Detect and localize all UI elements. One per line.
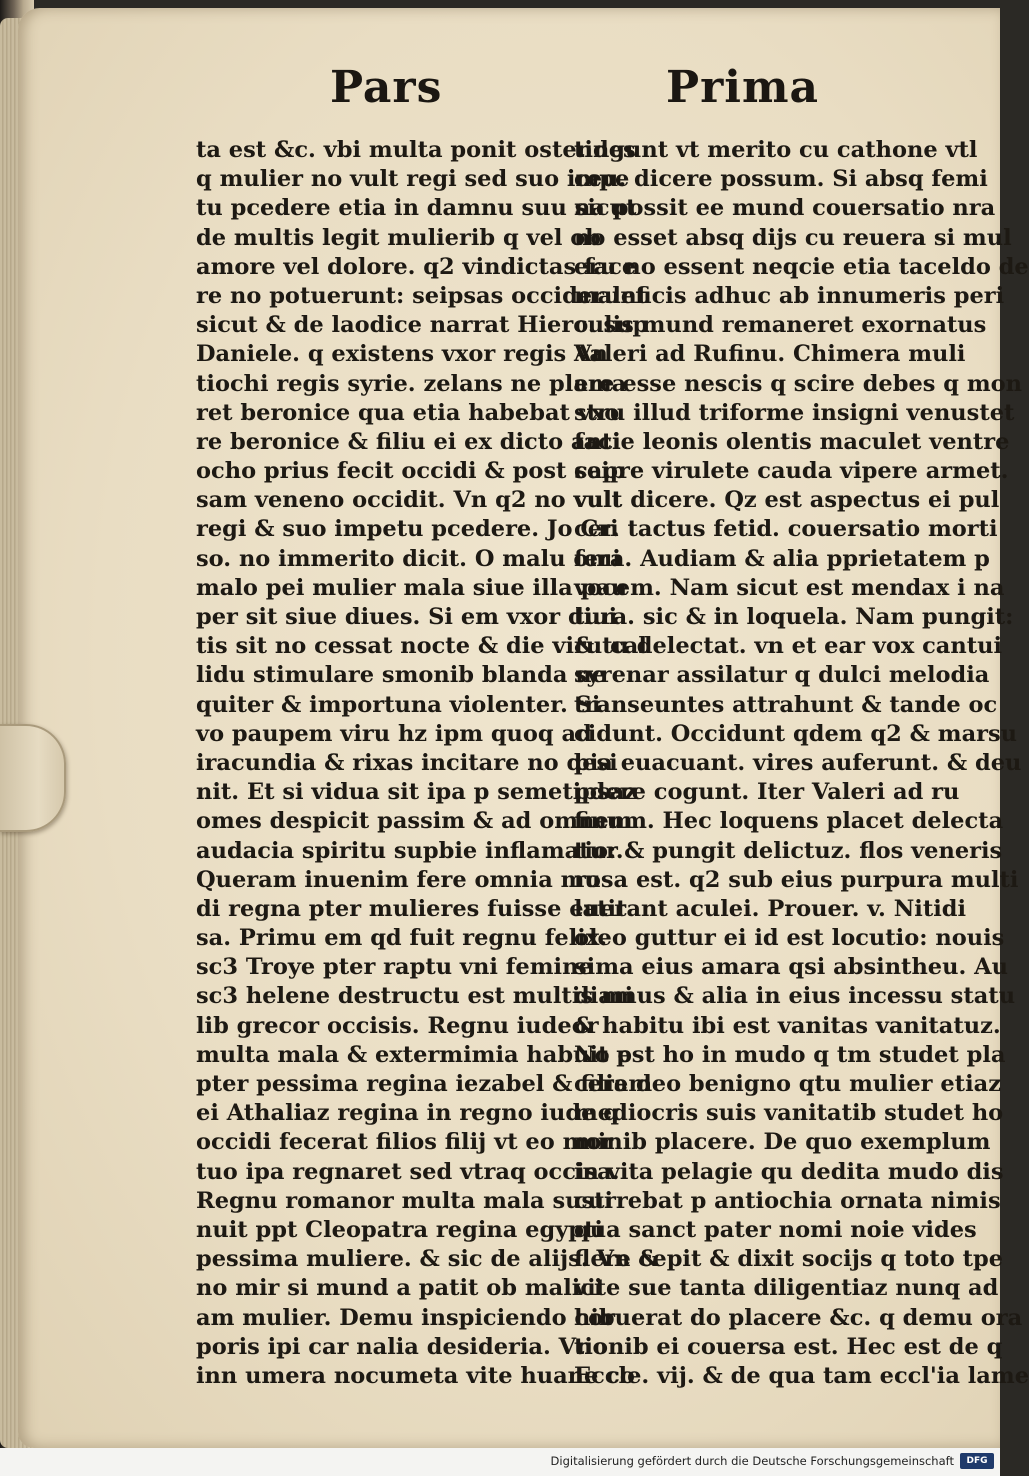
text-line: Regnu romanor multa mala susti <box>196 1187 614 1214</box>
text-line: & habitu ibi est vanitas vanitatuz. <box>574 1012 1001 1039</box>
text-line: sc3 helene destructu est multis mi <box>196 983 634 1010</box>
text-line: Valeri ad Rufinu. Chimera muli <box>574 341 966 368</box>
text-line: in vita pelagie qu dedita mudo dis <box>574 1158 1004 1185</box>
text-line: & tu delectat. vn et ear vox cantui <box>574 633 1003 660</box>
text-line: pia euacuant. vires auferunt. & deu <box>574 749 1022 776</box>
text-column-left <box>196 136 659 1391</box>
text-line: vult dicere. Qz est aspectus ei pul <box>574 487 1000 514</box>
text-line: vo paupem viru hz ipm quoq ad <box>196 720 592 747</box>
text-line: tuo ipa regnaret sed vtraq occisa. <box>196 1158 620 1185</box>
text-line: mediocris suis vanitatib studet ho <box>574 1100 1004 1127</box>
text-line: re beronice & filiu ei ex dicto anti <box>196 428 621 455</box>
text-line: qua sanct pater nomi noie vides <box>574 1216 977 1243</box>
text-line: ta est &c. vbi multa ponit ostendes <box>196 137 636 163</box>
text-line: omes despicit passim & ad omnem <box>196 808 633 835</box>
text-line: iracundia & rixas incitare no desi <box>196 749 618 776</box>
text-line: tionib ei couersa est. Hec est de q <box>574 1333 1003 1360</box>
text-line: tingunt vt merito cu cathone vtl <box>574 137 978 163</box>
text-line: tu pcedere etia in damnu suu sicut <box>196 195 637 222</box>
text-line: occidi fecerat filios filij vt eo mor <box>196 1129 614 1156</box>
text-line: de multis legit mulierib q vel ob <box>196 224 602 251</box>
text-line: sima eius amara qsi absintheu. Au <box>574 954 1008 981</box>
clasp-tab <box>0 724 66 832</box>
text-line: vocem. Nam sicut est mendax i na <box>574 574 1005 601</box>
text-line: stru illud triforme insigni venustet <box>574 399 1015 426</box>
footer-credit: Digitalisierung gefördert durch die Deutsche Forschungsgemeinschaft <box>550 1454 954 1468</box>
running-head-left: Pars <box>330 62 443 113</box>
text-line: no esset absq dijs cu reuera si mul <box>574 224 1012 251</box>
text-line: fera. Audiam & alia pprietatem p <box>574 545 990 572</box>
text-line: sam veneno occidit. Vn q2 no vult <box>196 487 622 514</box>
text-line: inn umera nocumeta vite huane co <box>196 1362 635 1389</box>
text-line: culis mund remaneret exornatus <box>574 312 987 339</box>
text-line: ere esse nescis q scire debes q mon <box>574 370 1023 397</box>
text-line: pessima muliere. & sic de alijs. Vn & <box>196 1246 659 1273</box>
text-line: hibuerat do placere &c. q demu ora <box>574 1304 1023 1331</box>
text-line: sa. Primu em qd fuit regnu felix. <box>196 925 608 952</box>
text-line: syrenar assilatur q dulci melodia <box>574 662 990 689</box>
text-line: cere deo benigno qtu mulier etiaz <box>574 1071 1001 1097</box>
text-line: rosa est. q2 sub eius purpura multi <box>574 866 1019 893</box>
text-line: ceu. dicere possum. Si absq femi <box>574 166 988 193</box>
text-line: capre virulete cauda vipere armet. <box>574 458 1009 485</box>
text-line: facie leonis olentis maculet ventre <box>574 428 1010 455</box>
text-line: so. no immerito dicit. O malu omi <box>196 545 621 572</box>
text-line: na possit ee mund couersatio nra <box>574 195 996 222</box>
text-line: Queram inuenim fere omnia mu <box>196 866 601 893</box>
text-line: pdere cogunt. Iter Valeri ad ru <box>574 779 960 806</box>
text-line: multa mala & extermimia habuit p <box>196 1041 632 1068</box>
text-line: eru no essent neqcie etia taceldo de <box>574 253 1029 280</box>
dfg-logo-icon: DFG <box>960 1453 994 1469</box>
text-line: pter pessima regina iezabel & filiam <box>196 1071 653 1097</box>
text-line: nit. Et si vidua sit ipa p semetipsaz <box>196 779 638 806</box>
text-line: ocho prius fecit occidi & post seip <box>196 458 626 485</box>
text-line: di regna pter mulieres fuisse euer <box>196 895 627 922</box>
text-line: sc3 Troye pter raptu vni femine <box>196 954 593 981</box>
footer-bar <box>0 1448 1000 1476</box>
text-line: re no potuerunt: seipsas occiderunt <box>196 282 648 309</box>
text-column-right <box>574 136 1029 1391</box>
text-line: lib grecor occisis. Regnu iudeor <box>196 1012 599 1039</box>
text-line: vite sue tanta diligentiaz nunq ad <box>574 1275 999 1302</box>
text-line: tura. sic & in loquela. Nam pungit: <box>574 604 1014 630</box>
text-line: transeuntes attrahunt & tande oc <box>574 691 998 718</box>
text-line: q mulier no vult regi sed suo impe <box>196 166 630 193</box>
text-line: tio: & pungit delictuz. flos veneris <box>574 837 1003 864</box>
text-line: ret beronice qua etia habebat vxo <box>196 399 620 426</box>
text-line: currebat p antiochia ornata nimis <box>574 1187 1001 1214</box>
text-line: finum. Hec loquens placet delecta <box>574 808 1004 835</box>
text-line: quiter & importuna violenter. Si <box>196 691 601 718</box>
text-line: Daniele. q existens vxor regis An <box>196 341 608 368</box>
text-line: latitant aculei. Prouer. v. Nitidi <box>574 895 967 922</box>
text-line: lidu stimulare smonib blanda ne <box>196 662 606 689</box>
text-line: tiochi regis syrie. zelans ne plama <box>196 370 627 397</box>
text-line: nuit ppt Cleopatra regina egypti <box>196 1216 603 1243</box>
text-line: Eccle. vij. & de qua tam eccl'ia lame <box>574 1362 1029 1389</box>
text-line: regi & suo impetu pcedere. Jo Cri <box>196 516 619 543</box>
text-line: cidunt. Occidunt qdem q2 & marsu <box>574 720 1018 747</box>
text-line: poris ipi car nalia desideria. Vno <box>196 1333 608 1360</box>
running-head-right: Prima <box>666 62 820 113</box>
text-line: am mulier. Demu inspiciendo cor <box>196 1304 615 1331</box>
text-line: maleficis adhuc ab innumeris peri <box>574 282 1005 309</box>
text-line: malo pei mulier mala siue illa pau <box>196 574 628 601</box>
text-line: oleo guttur ei id est locutio: nouis <box>574 925 1005 952</box>
text-line: cer. tactus fetid. couersatio morti <box>574 516 998 543</box>
text-line: flere cepit & dixit socijs q toto tpe <box>574 1246 1004 1273</box>
text-line: tis sit no cessat nocte & die viru cal <box>196 633 647 660</box>
text-line: audacia spiritu supbie inflamatur. <box>196 837 624 864</box>
text-line: no mir si mund a patit ob malici <box>196 1275 603 1302</box>
text-line: minib placere. De quo exemplum <box>574 1129 991 1156</box>
text-line: No est ho in mudo q tm studet pla <box>574 1041 1006 1068</box>
text-line: sicut & de laodice narrat Hiero. sup <box>196 312 649 339</box>
text-line: diamus & alia in eius incessu statu <box>574 983 1016 1010</box>
text-line: amore vel dolore. q2 vindictas face <box>196 253 637 280</box>
text-line: ei Athaliaz regina in regno iude q <box>196 1100 619 1127</box>
text-line: per sit siue diues. Si em vxor diui <box>196 604 618 630</box>
